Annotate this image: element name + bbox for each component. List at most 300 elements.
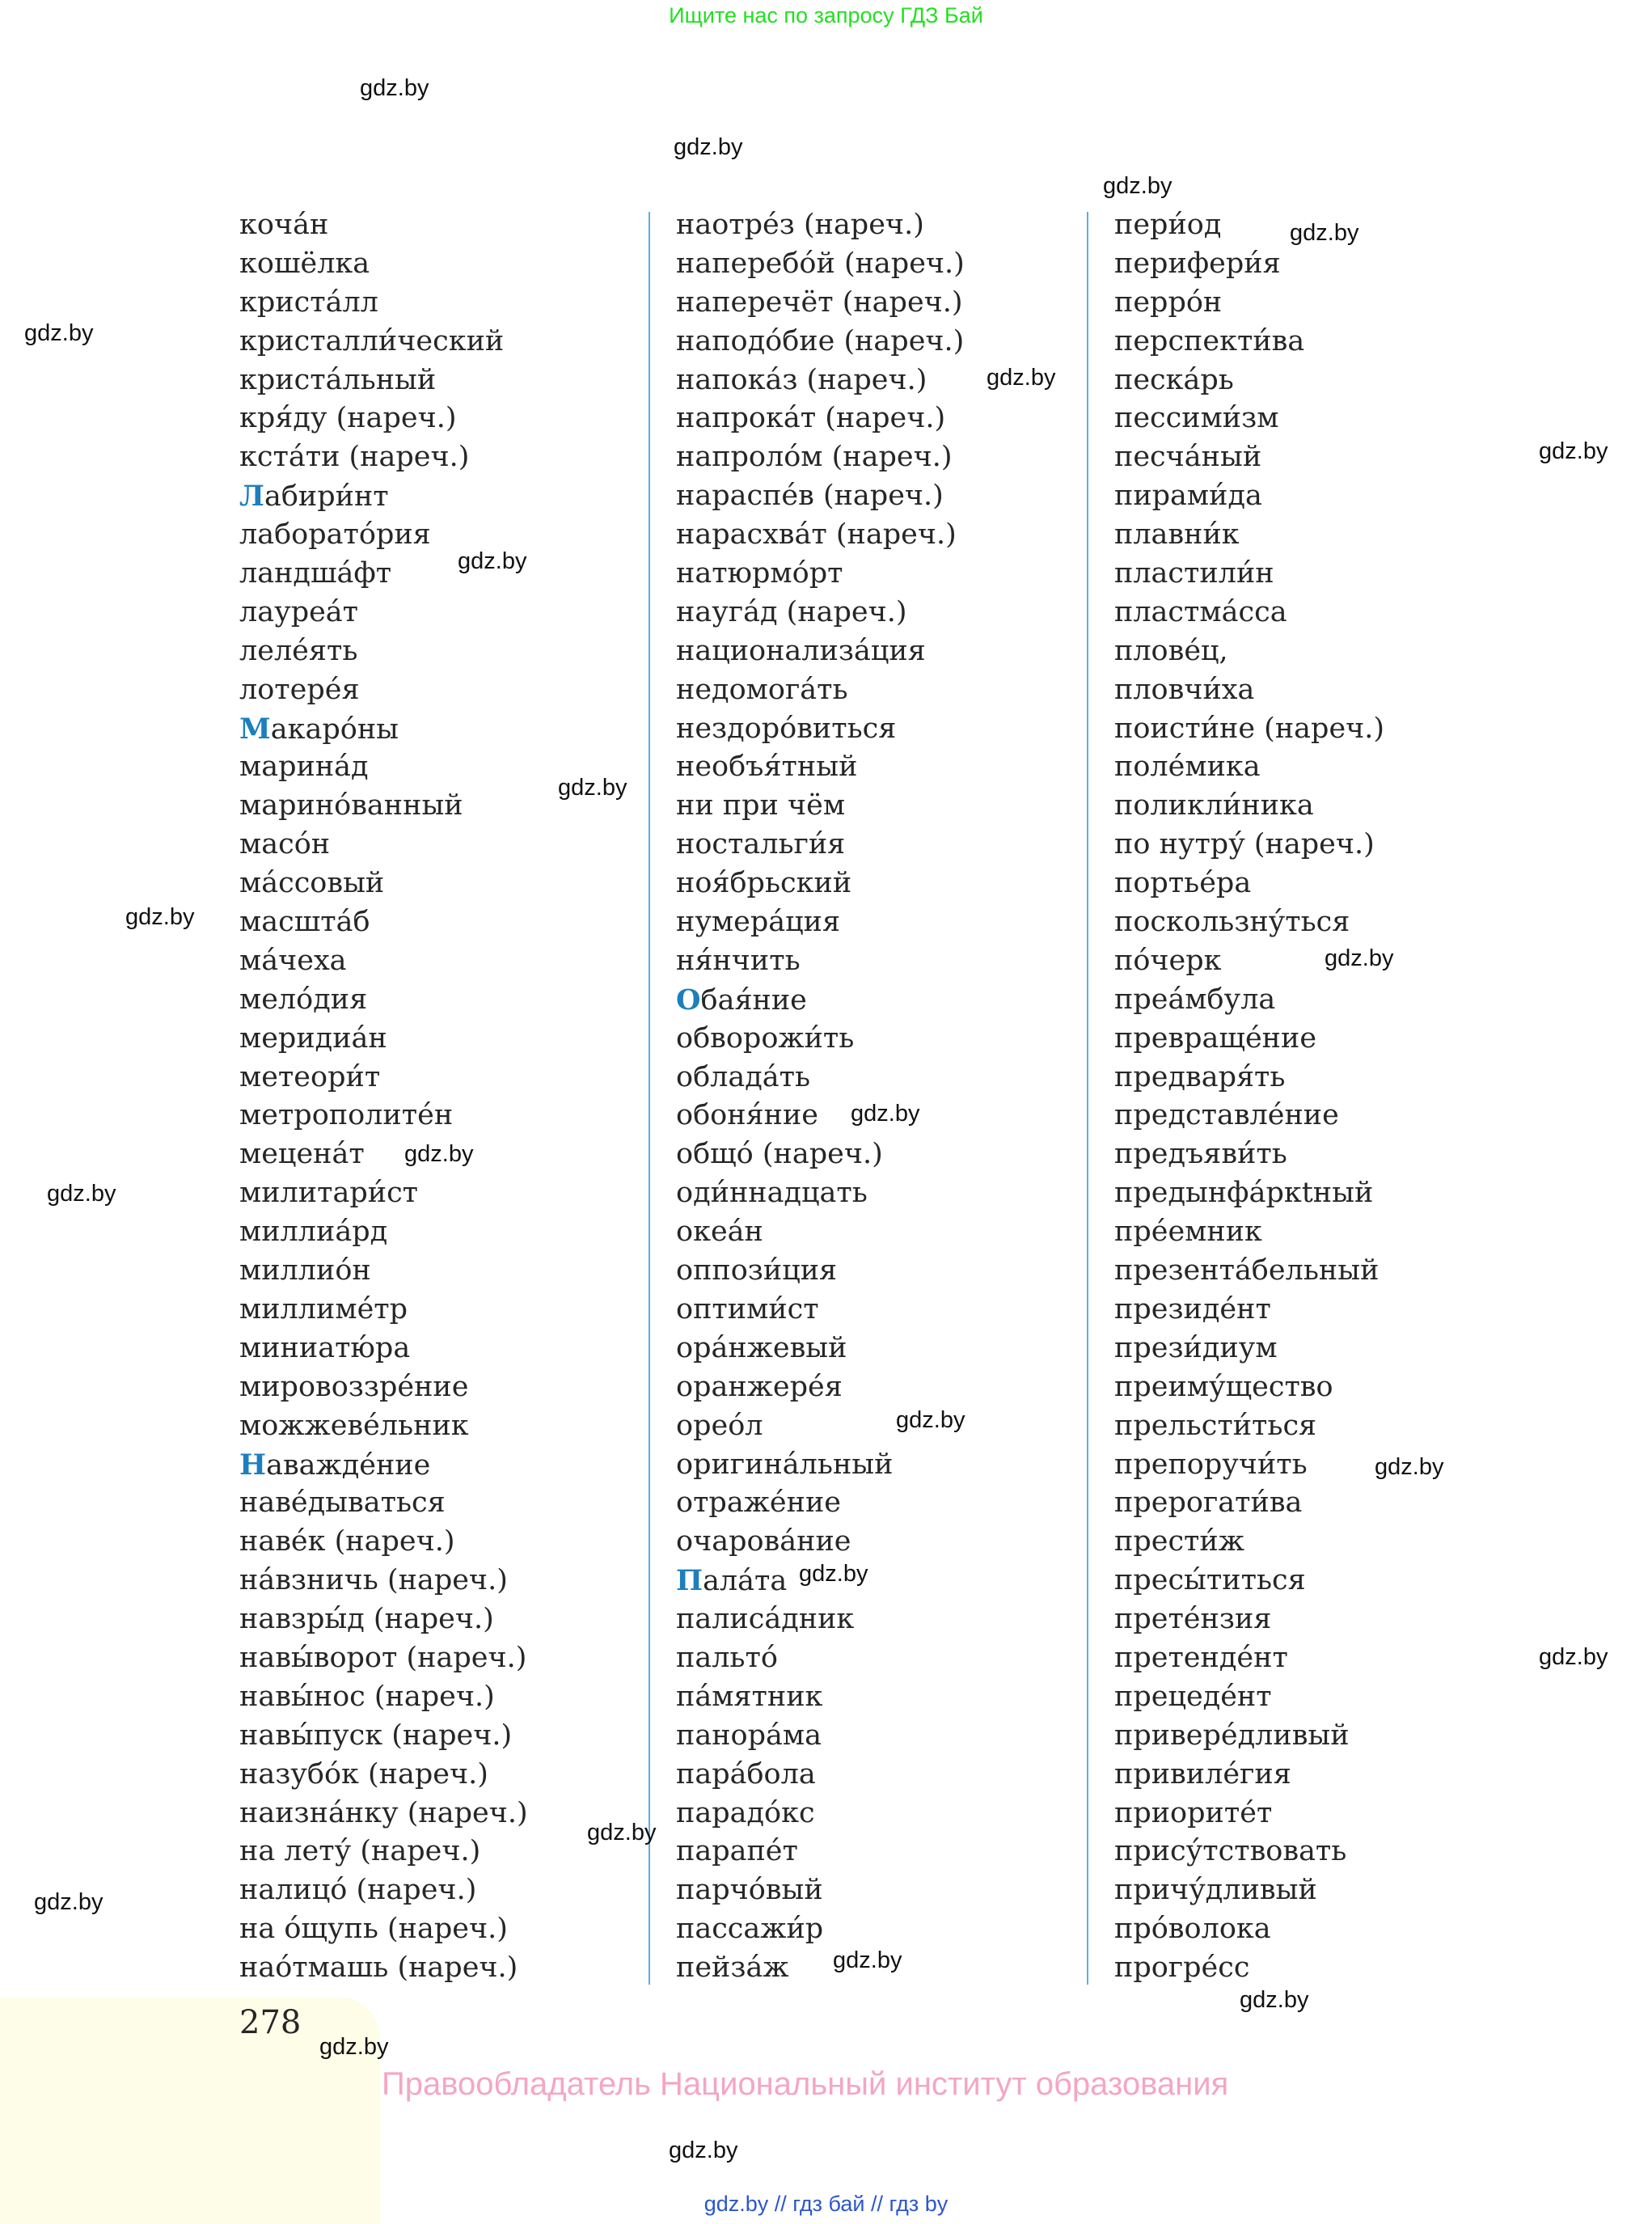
dictionary-entry	[239, 981, 528, 1020]
dictionary-word: ноя́брьский	[676, 867, 852, 900]
dictionary-word: мировоззре́ние	[239, 1370, 469, 1403]
dictionary-word: пессими́зм	[1114, 402, 1279, 435]
dictionary-word: плавни́к	[1114, 518, 1240, 552]
watermark: gdz.by	[34, 1889, 104, 1915]
dictionary-word: пассажи́р	[676, 1913, 824, 1946]
dictionary-entry	[1114, 632, 1384, 671]
dictionary-entry	[1114, 1910, 1384, 1949]
dictionary-word: ма́чеха	[239, 944, 347, 977]
dictionary-entry	[1114, 1833, 1384, 1871]
watermark: gdz.by	[1290, 220, 1359, 246]
dictionary-entry	[239, 438, 528, 477]
section-initial-letter: О	[676, 983, 701, 1017]
dictionary-entry	[676, 1213, 965, 1252]
dictionary-word: наперебо́й (нареч.)	[676, 247, 965, 280]
watermark: gdz.by	[799, 1561, 868, 1587]
dictionary-word: пресы́титься	[1114, 1564, 1306, 1597]
dictionary-word: про́волока	[1114, 1913, 1271, 1946]
dictionary-entry	[1114, 516, 1384, 555]
dictionary-word: перспекти́ва	[1114, 324, 1305, 357]
dictionary-word: причу́дливый	[1114, 1874, 1317, 1907]
dictionary-word: натюрмо́рт	[676, 557, 843, 590]
dictionary-entry	[676, 1910, 965, 1949]
dictionary-word: пара́бола	[676, 1757, 816, 1791]
dictionary-entry	[676, 1020, 965, 1059]
dictionary-entry	[239, 1717, 528, 1756]
dictionary-word: нумера́ция	[676, 906, 841, 939]
dictionary-word: пейза́ж	[676, 1951, 789, 1985]
dictionary-entry	[239, 632, 528, 671]
dictionary-word: на о́щупь (нареч.)	[239, 1913, 508, 1946]
dictionary-entry	[1114, 1330, 1384, 1368]
dictionary-word: лотере́я	[239, 673, 360, 706]
dictionary-entry	[239, 1446, 528, 1485]
watermark: gdz.by	[587, 1820, 657, 1846]
dictionary-entry	[676, 477, 965, 516]
dictionary-word: можжеве́льник	[239, 1409, 469, 1442]
dictionary-word: кря́ду (нареч.)	[239, 402, 457, 435]
watermark: gdz.by	[674, 134, 743, 160]
dictionary-entry	[676, 1174, 965, 1213]
dictionary-word: поле́мика	[1114, 750, 1261, 784]
dictionary-word: навзры́д (нареч.)	[239, 1603, 494, 1636]
dictionary-word: на лету́ (нареч.)	[239, 1835, 481, 1868]
dictionary-word: на́взничь (нареч.)	[239, 1564, 508, 1597]
dictionary-word: кристалли́ческий	[239, 324, 505, 357]
watermark: gdz.by	[833, 1947, 902, 1973]
dictionary-word: миниатю́ра	[239, 1331, 411, 1364]
dictionary-word: пластили́н	[1114, 557, 1274, 590]
dictionary-entry	[676, 1756, 965, 1795]
dictionary-word: леле́ять	[239, 634, 358, 667]
dictionary-entry	[676, 671, 965, 710]
dictionary-word: преа́мбула	[1114, 983, 1276, 1016]
watermark: gdz.by	[1539, 438, 1608, 464]
dictionary-word: коча́н	[239, 209, 329, 241]
dictionary-entry	[676, 981, 965, 1020]
dictionary-entry	[676, 1600, 965, 1639]
dictionary-entry	[1114, 1562, 1384, 1600]
dictionary-word: милитари́ст	[239, 1177, 419, 1210]
dictionary-word: преиму́щество	[1114, 1370, 1333, 1403]
dictionary-entry	[239, 1407, 528, 1446]
dictionary-entry	[676, 1795, 965, 1833]
dictionary-entry	[676, 903, 965, 942]
dictionary-word: представле́ние	[1114, 1099, 1339, 1132]
dictionary-word: наве́к (нареч.)	[239, 1525, 455, 1558]
watermark: gdz.by	[319, 2034, 389, 2060]
dictionary-entry	[239, 1097, 528, 1135]
dictionary-entry	[1114, 400, 1384, 438]
dictionary-entry	[1114, 826, 1384, 865]
dictionary-word: песка́рь	[1114, 363, 1234, 396]
dictionary-word: прогре́сс	[1114, 1951, 1250, 1985]
dictionary-word: облада́ть	[676, 1060, 811, 1093]
dictionary-entry	[239, 1020, 528, 1059]
dictionary-entry	[676, 206, 965, 245]
dictionary-entry	[1114, 555, 1384, 594]
dictionary-entry	[1114, 865, 1384, 903]
dictionary-word: миллио́н	[239, 1254, 371, 1287]
dictionary-word: напока́з (нареч.)	[676, 363, 927, 396]
dictionary-word: поисти́не (нареч.)	[1114, 712, 1385, 745]
dictionary-entry	[239, 1523, 528, 1562]
dictionary-word: поскользну́ться	[1114, 906, 1350, 939]
watermark: gdz.by	[1103, 173, 1172, 199]
dictionary-word: по нутру́ (нареч.)	[1114, 828, 1375, 861]
watermark: gdz.by	[47, 1181, 116, 1207]
dictionary-entry	[1114, 1600, 1384, 1639]
dictionary-word: поликли́ника	[1114, 789, 1314, 822]
dictionary-entry	[1114, 787, 1384, 826]
dictionary-entry	[676, 1059, 965, 1097]
top-banner: Ищите нас по запросу ГДЗ Бай	[669, 3, 983, 27]
dictionary-word: навы́пуск (нареч.)	[239, 1719, 513, 1752]
dictionary-entry	[1114, 1252, 1384, 1291]
watermark: gdz.by	[1375, 1454, 1444, 1480]
dictionary-column-1	[239, 206, 528, 1988]
watermark: gdz.by	[1325, 945, 1394, 971]
dictionary-entry	[239, 1368, 528, 1407]
dictionary-word: лауреа́т	[239, 595, 359, 628]
dictionary-entry	[239, 1756, 528, 1795]
watermark: gdz.by	[125, 904, 195, 930]
dictionary-entry	[676, 942, 965, 981]
dictionary-entry	[239, 1330, 528, 1368]
dictionary-entry	[676, 748, 965, 787]
dictionary-word: пирами́да	[1114, 480, 1262, 513]
dictionary-entry	[1114, 1059, 1384, 1097]
watermark: gdz.by	[851, 1101, 920, 1127]
dictionary-entry	[1114, 477, 1384, 516]
dictionary-entry	[676, 1949, 965, 1988]
dictionary-entry	[239, 1600, 528, 1639]
dictionary-word: навы́ворот (нареч.)	[239, 1641, 527, 1674]
dictionary-word: перро́н	[1114, 285, 1223, 319]
dictionary-entry	[239, 1059, 528, 1097]
dictionary-entry	[1114, 710, 1384, 749]
dictionary-word: па́мятник	[676, 1680, 823, 1713]
dictionary-entry	[1114, 323, 1384, 362]
dictionary-word: науга́д (нареч.)	[676, 595, 907, 628]
dictionary-entry	[1114, 981, 1384, 1020]
dictionary-entry	[239, 400, 528, 438]
dictionary-word: акаро́ны	[270, 712, 399, 746]
watermark: gdz.by	[987, 365, 1056, 391]
dictionary-word: препоручи́ть	[1114, 1448, 1308, 1481]
dictionary-word: презента́бельный	[1114, 1254, 1379, 1287]
column-divider	[1087, 212, 1088, 1985]
dictionary-entry	[1114, 903, 1384, 942]
dictionary-entry	[239, 748, 528, 787]
dictionary-entry	[239, 1135, 528, 1174]
dictionary-entry	[676, 1871, 965, 1910]
dictionary-word: обоня́ние	[676, 1099, 818, 1132]
dictionary-entry	[1114, 1639, 1384, 1678]
dictionary-word: прису́тствовать	[1114, 1835, 1347, 1868]
dictionary-word: метеори́т	[239, 1060, 381, 1093]
dictionary-word: ора́нжевый	[676, 1331, 847, 1364]
dictionary-word: необъя́тный	[676, 750, 858, 784]
dictionary-word: по́черк	[1114, 944, 1222, 977]
dictionary-entry	[1114, 1368, 1384, 1407]
dictionary-word: прецеде́нт	[1114, 1680, 1272, 1713]
dictionary-entry	[676, 516, 965, 555]
dictionary-word: палиса́дник	[676, 1603, 855, 1636]
dictionary-entry	[239, 323, 528, 362]
dictionary-word: претенде́нт	[1114, 1641, 1288, 1674]
dictionary-entry	[239, 477, 528, 516]
dictionary-entry	[676, 555, 965, 594]
dictionary-entry	[239, 1484, 528, 1523]
dictionary-word: меридиа́н	[239, 1021, 387, 1055]
section-initial-letter: М	[239, 712, 271, 746]
dictionary-entry	[1114, 1020, 1384, 1059]
dictionary-word: прести́ж	[1114, 1525, 1244, 1558]
page-corner-highlight	[0, 1998, 380, 2224]
dictionary-entry	[676, 865, 965, 903]
dictionary-entry	[239, 1213, 528, 1252]
dictionary-entry	[239, 1562, 528, 1600]
dictionary-word: панора́ма	[676, 1719, 822, 1752]
rights-holder-notice: Правообладатель Национальный институт образования	[382, 2066, 1229, 2102]
dictionary-column-3	[1114, 206, 1384, 1988]
dictionary-entry	[676, 710, 965, 749]
dictionary-entry	[676, 826, 965, 865]
dictionary-word: ностальги́я	[676, 828, 846, 861]
dictionary-word: пластма́сса	[1114, 595, 1287, 628]
dictionary-entry	[1114, 1523, 1384, 1562]
dictionary-word: нарасхва́т (нареч.)	[676, 518, 957, 552]
dictionary-word: наизна́нку (нареч.)	[239, 1796, 528, 1829]
footer-links[interactable]: gdz.by // гдз бай // гдз by	[703, 2192, 949, 2216]
dictionary-entry	[676, 1484, 965, 1523]
dictionary-entry	[239, 362, 528, 400]
dictionary-entry	[676, 323, 965, 362]
dictionary-word: назубо́к (нареч.)	[239, 1757, 488, 1791]
dictionary-word: привере́дливый	[1114, 1719, 1350, 1752]
dictionary-entry	[239, 284, 528, 323]
dictionary-word: оптими́ст	[676, 1292, 819, 1326]
dictionary-word: прези́диум	[1114, 1331, 1278, 1364]
dictionary-word: метрополите́н	[239, 1099, 454, 1132]
dictionary-word: предынфа́ркtный	[1114, 1177, 1374, 1210]
dictionary-entry	[1114, 1871, 1384, 1910]
dictionary-entry	[676, 1291, 965, 1330]
dictionary-word: привиле́гия	[1114, 1757, 1291, 1791]
dictionary-word: ландша́фт	[239, 557, 392, 590]
dictionary-entry	[1114, 1717, 1384, 1756]
dictionary-word: пальто́	[676, 1641, 778, 1674]
dictionary-entry	[676, 1717, 965, 1756]
dictionary-word: нездоро́виться	[676, 712, 897, 745]
dictionary-word: масо́н	[239, 828, 331, 861]
watermark: gdz.by	[1240, 1987, 1309, 2013]
dictionary-word: кста́ти (нареч.)	[239, 441, 470, 474]
dictionary-entry	[1114, 1135, 1384, 1174]
section-initial-letter: Л	[239, 480, 264, 514]
dictionary-entry	[676, 1097, 965, 1135]
dictionary-entry	[239, 1910, 528, 1949]
dictionary-word: отраже́ние	[676, 1486, 841, 1520]
dictionary-word: аважде́ние	[266, 1448, 431, 1482]
dictionary-word: портье́ра	[1114, 867, 1252, 900]
dictionary-word: миллиа́рд	[239, 1216, 388, 1249]
dictionary-word: масшта́б	[239, 906, 370, 939]
dictionary-entry	[239, 1833, 528, 1871]
dictionary-entry	[676, 362, 965, 400]
dictionary-word: песча́ный	[1114, 441, 1262, 474]
dictionary-entry	[1114, 671, 1384, 710]
dictionary-entry	[1114, 1213, 1384, 1252]
watermark: gdz.by	[896, 1407, 965, 1433]
dictionary-entry	[239, 671, 528, 710]
column-divider	[649, 212, 650, 1985]
watermark: gdz.by	[558, 775, 627, 801]
dictionary-entry	[1114, 284, 1384, 323]
dictionary-word: обворожи́ть	[676, 1021, 855, 1055]
dictionary-word: наве́дываться	[239, 1486, 446, 1520]
dictionary-entry	[676, 1446, 965, 1485]
dictionary-word: мецена́т	[239, 1138, 365, 1171]
dictionary-word: абири́нт	[264, 480, 389, 514]
watermark: gdz.by	[458, 548, 527, 574]
dictionary-entry	[1114, 1484, 1384, 1523]
dictionary-word: президе́нт	[1114, 1292, 1271, 1326]
dictionary-word: общо́ (нареч.)	[676, 1138, 883, 1171]
dictionary-word: напроло́м (нареч.)	[676, 441, 953, 474]
dictionary-entry	[1114, 1097, 1384, 1135]
dictionary-entry	[239, 1639, 528, 1678]
dictionary-word: национализа́ция	[676, 634, 926, 667]
dictionary-entry	[239, 787, 528, 826]
dictionary-word: пловéц,	[1114, 634, 1228, 667]
dictionary-word: марина́д	[239, 750, 369, 784]
dictionary-word: перифери́я	[1114, 247, 1281, 280]
dictionary-entry	[1114, 1174, 1384, 1213]
dictionary-word: ни при чём	[676, 789, 846, 822]
dictionary-entry	[1114, 362, 1384, 400]
dictionary-word: превраще́ние	[1114, 1021, 1317, 1055]
dictionary-word: ня́нчить	[676, 944, 801, 977]
dictionary-word: пери́од	[1114, 209, 1222, 241]
dictionary-word: мело́дия	[239, 983, 368, 1016]
dictionary-entry	[1114, 594, 1384, 632]
dictionary-entry	[1114, 748, 1384, 787]
dictionary-word: пловчи́ха	[1114, 673, 1255, 706]
dictionary-entry	[239, 1678, 528, 1717]
dictionary-word: оригина́льный	[676, 1448, 894, 1481]
dictionary-entry	[1114, 245, 1384, 284]
dictionary-entry	[239, 1174, 528, 1213]
dictionary-word: оппози́ция	[676, 1254, 838, 1287]
dictionary-entry	[676, 245, 965, 284]
dictionary-entry	[676, 1368, 965, 1407]
section-initial-letter: Н	[239, 1448, 267, 1482]
dictionary-word: прельсти́ться	[1114, 1409, 1317, 1442]
dictionary-entry	[676, 1252, 965, 1291]
dictionary-entry	[239, 710, 528, 749]
dictionary-entry	[239, 903, 528, 942]
dictionary-entry	[676, 632, 965, 671]
page-number: 278	[239, 2004, 302, 2041]
dictionary-entry	[676, 1678, 965, 1717]
dictionary-entry	[239, 1871, 528, 1910]
dictionary-word: нараспе́в (нареч.)	[676, 480, 944, 513]
dictionary-word: напрока́т (нареч.)	[676, 402, 946, 435]
dictionary-word: ма́ссовый	[239, 867, 385, 900]
dictionary-word: недомога́ть	[676, 673, 848, 706]
dictionary-word: парапе́т	[676, 1835, 798, 1868]
dictionary-word: ала́та	[703, 1565, 788, 1598]
dictionary-word: налицо́ (нареч.)	[239, 1874, 477, 1907]
dictionary-entry	[239, 245, 528, 284]
dictionary-entry	[239, 942, 528, 981]
dictionary-word: прерогати́ва	[1114, 1486, 1303, 1520]
dictionary-word: наподо́бие (нареч.)	[676, 324, 965, 357]
dictionary-entry	[239, 1949, 528, 1988]
dictionary-entry	[676, 1523, 965, 1562]
dictionary-word: бая́ние	[700, 983, 807, 1017]
dictionary-entry	[1114, 1407, 1384, 1446]
watermark: gdz.by	[360, 75, 429, 101]
dictionary-entry	[676, 1833, 965, 1871]
dictionary-word: криста́льный	[239, 363, 437, 396]
dictionary-word: парчо́вый	[676, 1874, 823, 1907]
dictionary-entry	[676, 1639, 965, 1678]
dictionary-entry	[239, 1252, 528, 1291]
dictionary-word: орео́л	[676, 1409, 763, 1442]
dictionary-word: марино́ванный	[239, 789, 463, 822]
dictionary-word: океа́н	[676, 1216, 763, 1249]
dictionary-word: кошёлка	[239, 247, 370, 280]
dictionary-entry	[239, 865, 528, 903]
dictionary-entry	[676, 1135, 965, 1174]
watermark: gdz.by	[404, 1141, 474, 1167]
dictionary-word: лаборато́рия	[239, 518, 431, 552]
dictionary-word: криста́лл	[239, 285, 378, 319]
dictionary-entry	[239, 594, 528, 632]
dictionary-word: оди́ннадцать	[676, 1177, 868, 1210]
dictionary-word: прете́нзия	[1114, 1603, 1272, 1636]
dictionary-word: предваря́ть	[1114, 1060, 1286, 1093]
dictionary-word: очарова́ние	[676, 1525, 851, 1558]
dictionary-entry	[239, 206, 528, 245]
dictionary-entry	[676, 1330, 965, 1368]
dictionary-word: навы́нос (нареч.)	[239, 1680, 495, 1713]
dictionary-entry	[239, 826, 528, 865]
watermark: gdz.by	[1539, 1644, 1608, 1670]
dictionary-entry	[1114, 1949, 1384, 1988]
dictionary-word: предъяви́ть	[1114, 1138, 1287, 1171]
dictionary-entry	[239, 1291, 528, 1330]
dictionary-entry	[1114, 438, 1384, 477]
dictionary-word: нао́тмашь (нареч.)	[239, 1951, 518, 1985]
dictionary-word: миллиме́тр	[239, 1292, 408, 1326]
watermark: gdz.by	[669, 2137, 738, 2163]
watermark: gdz.by	[24, 320, 94, 346]
dictionary-entry	[1114, 1795, 1384, 1833]
dictionary-entry	[676, 787, 965, 826]
dictionary-word: приорите́т	[1114, 1796, 1273, 1829]
dictionary-word: пре́емник	[1114, 1216, 1262, 1249]
section-initial-letter: П	[676, 1564, 703, 1598]
dictionary-word: наотре́з (нареч.)	[676, 209, 924, 241]
dictionary-entry	[1114, 1291, 1384, 1330]
dictionary-word: наперечёт (нареч.)	[676, 285, 963, 319]
dictionary-column-2	[676, 206, 965, 1988]
dictionary-entry	[239, 1795, 528, 1833]
